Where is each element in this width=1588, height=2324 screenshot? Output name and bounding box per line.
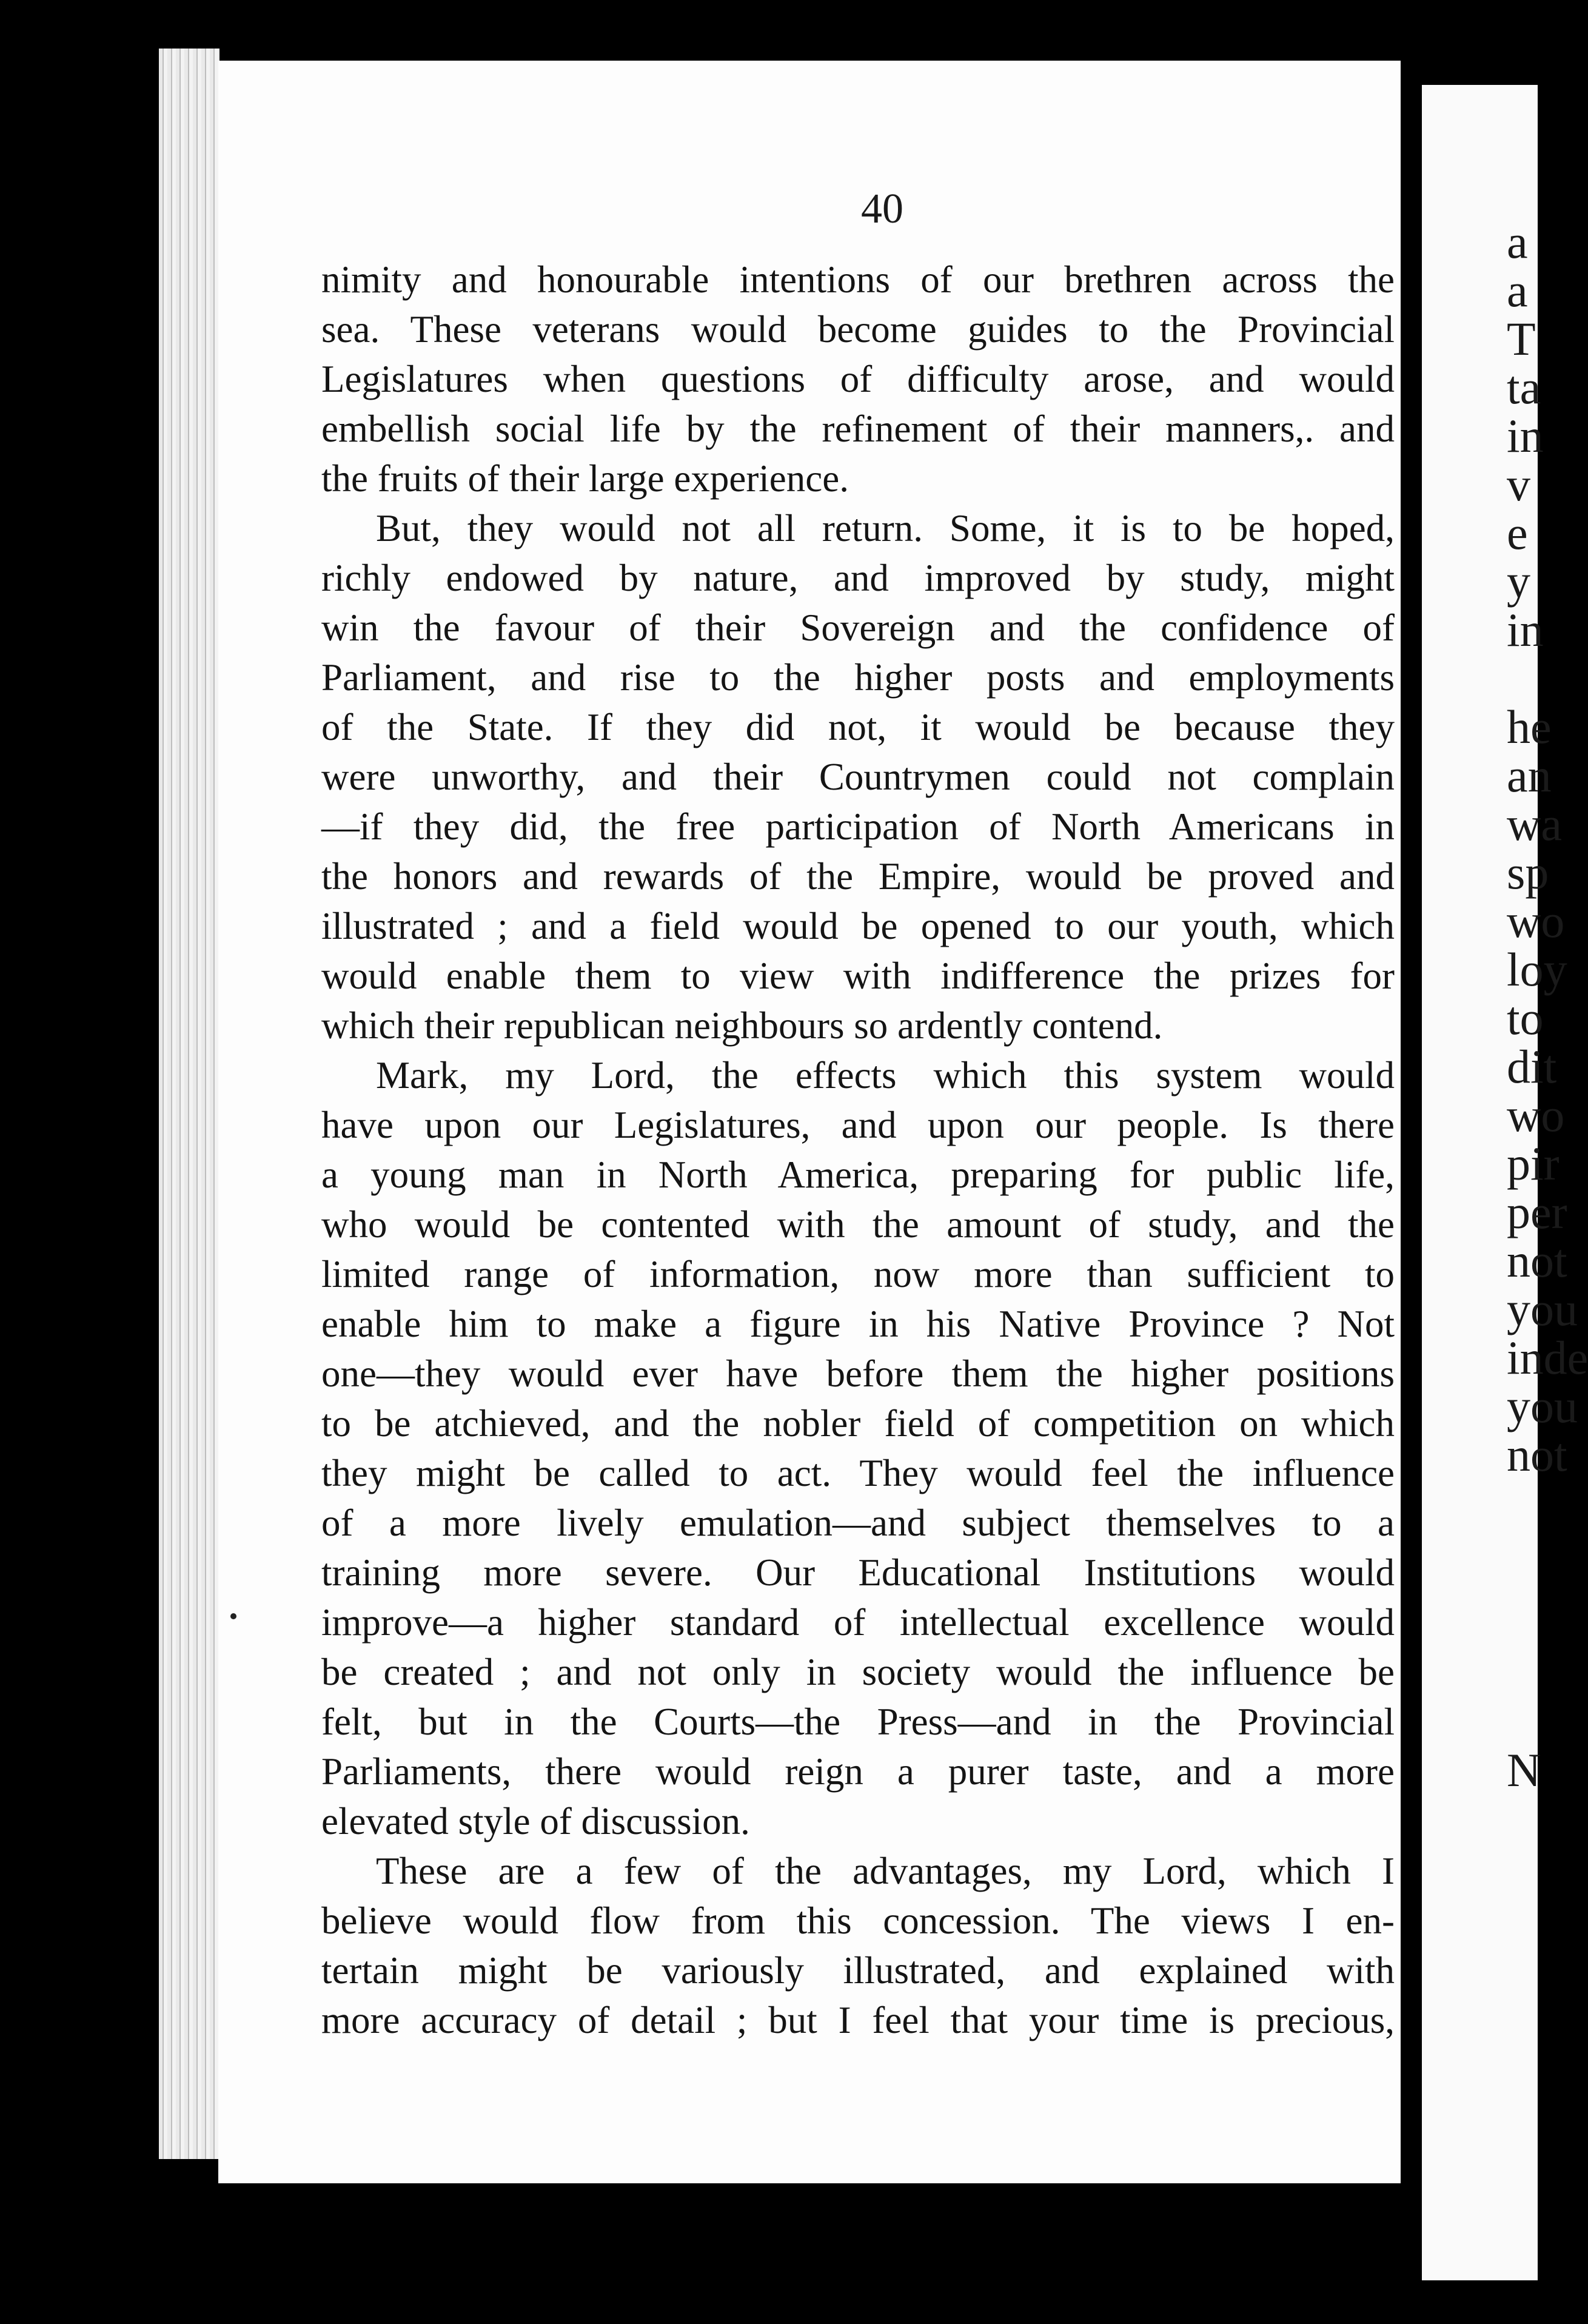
- text-line: one—they would ever have before them the higher positions: [321, 1352, 1395, 1395]
- opposite-page-fragment: he: [1507, 700, 1552, 753]
- opposite-page-fragment: you: [1507, 1283, 1578, 1335]
- text-line: Legislatures when questions of difficulty arose, and would: [321, 358, 1395, 400]
- text-line: would enable them to view with indifference the prizes for: [321, 955, 1395, 997]
- text-line: be created ; and not only in society would the influence be: [321, 1651, 1395, 1693]
- text-line: have upon our Legislatures, and upon our people. Is there: [321, 1104, 1395, 1146]
- text-line: elevated style of discussion.: [321, 1800, 750, 1842]
- opposite-page-fragment: T: [1507, 312, 1536, 365]
- page-stack-edge: [159, 49, 219, 2159]
- text-line: richly endowed by nature, and improved by study, might: [321, 557, 1395, 599]
- text-line: training more severe. Our Educational Institutions would: [321, 1551, 1395, 1594]
- text-line: tertain might be variously illustrated, and explained with: [321, 1949, 1395, 1992]
- text-line: win the favour of their Sovereign and the confidence of: [321, 606, 1395, 649]
- opposite-page-fragment: wo: [1507, 895, 1565, 947]
- text-line: illustrated ; and a field would be opened to our youth, which: [321, 905, 1395, 947]
- text-line: limited range of information, now more than sufficient to: [321, 1253, 1395, 1295]
- text-line: —if they did, the free participation of North Americans in: [321, 805, 1395, 848]
- text-line: which their republican neighbours so ardently contend.: [321, 1004, 1163, 1047]
- text-line: were unworthy, and their Countrymen could not complain: [321, 756, 1395, 798]
- text-line: Parliaments, there would reign a purer taste, and a more: [321, 1750, 1395, 1793]
- opposite-page-fragment: you: [1507, 1380, 1578, 1432]
- opposite-page-fragment: dit: [1507, 1040, 1557, 1093]
- opposite-page-fragment: in: [1507, 409, 1544, 462]
- opposite-page-fragment: e: [1507, 506, 1528, 559]
- opposite-page-fragment: not: [1507, 1428, 1567, 1481]
- opposite-page-fragment: a: [1507, 264, 1528, 317]
- page-number: 40: [861, 186, 903, 232]
- opposite-page-fragment: N: [1507, 1744, 1541, 1796]
- text-line: These are a few of the advantages, my Lord, which I: [376, 1850, 1395, 1892]
- opposite-page-fragment: not: [1507, 1234, 1567, 1287]
- opposite-page-fragment: v: [1507, 458, 1530, 511]
- opposite-page-fragment: loy: [1507, 943, 1567, 996]
- text-line: nimity and honourable intentions of our brethren across the: [321, 258, 1395, 301]
- text-line: of the State. If they did not, it would be because they: [321, 706, 1395, 748]
- opposite-page-fragment: wo: [1507, 1089, 1565, 1141]
- text-line: enable him to make a figure in his Native Province ? Not: [321, 1303, 1395, 1345]
- text-line: Parliament, and rise to the higher posts and employments: [321, 656, 1395, 699]
- text-line: improve—a higher standard of intellectual excellence would: [321, 1601, 1395, 1644]
- text-line: But, they would not all return. Some, it is to be hoped,: [376, 507, 1395, 549]
- text-line: felt, but in the Courts—the Press—and in the Provincial: [321, 1701, 1395, 1743]
- opposite-page-fragment: inde: [1507, 1331, 1588, 1384]
- opposite-page-fragment: to: [1507, 992, 1544, 1044]
- opposite-page-fragment: an: [1507, 749, 1552, 802]
- opposite-page-fragment: y: [1507, 555, 1530, 608]
- text-line: of a more lively emulation—and subject themselves to a: [321, 1502, 1395, 1544]
- opposite-page-fragment: per: [1507, 1186, 1567, 1238]
- text-line: a young man in North America, preparing for public life,: [321, 1154, 1395, 1196]
- opposite-page: [1422, 85, 1588, 2280]
- text-line: the fruits of their large experience.: [321, 457, 849, 500]
- text-line: embellish social life by the refinement of their manners,. and: [321, 408, 1395, 450]
- text-line: sea. These veterans would become guides to the Provincial: [321, 308, 1395, 351]
- text-line: to be atchieved, and the nobler field of competition on which: [321, 1402, 1395, 1445]
- opposite-page-fragment: in: [1507, 603, 1544, 656]
- margin-dot: [230, 1613, 236, 1619]
- text-line: who would be contented with the amount of study, and the: [321, 1203, 1395, 1246]
- opposite-page-fragment: sp: [1507, 846, 1549, 899]
- opposite-page-fragment: ta: [1507, 361, 1541, 414]
- opposite-page-fragment: wa: [1507, 798, 1562, 850]
- text-line: Mark, my Lord, the effects which this system would: [376, 1054, 1395, 1097]
- opposite-page-fragment: a: [1507, 215, 1528, 268]
- text-line: the honors and rewards of the Empire, would be proved and: [321, 855, 1395, 898]
- text-line: more accuracy of detail ; but I feel that your time is precious,: [321, 1999, 1395, 2041]
- body-text: [321, 255, 1395, 2045]
- text-line: believe would flow from this concession. The views I en-: [321, 1899, 1395, 1942]
- opposite-page-fragment: pir: [1507, 1137, 1560, 1190]
- text-line: they might be called to act. They would feel the influence: [321, 1452, 1395, 1494]
